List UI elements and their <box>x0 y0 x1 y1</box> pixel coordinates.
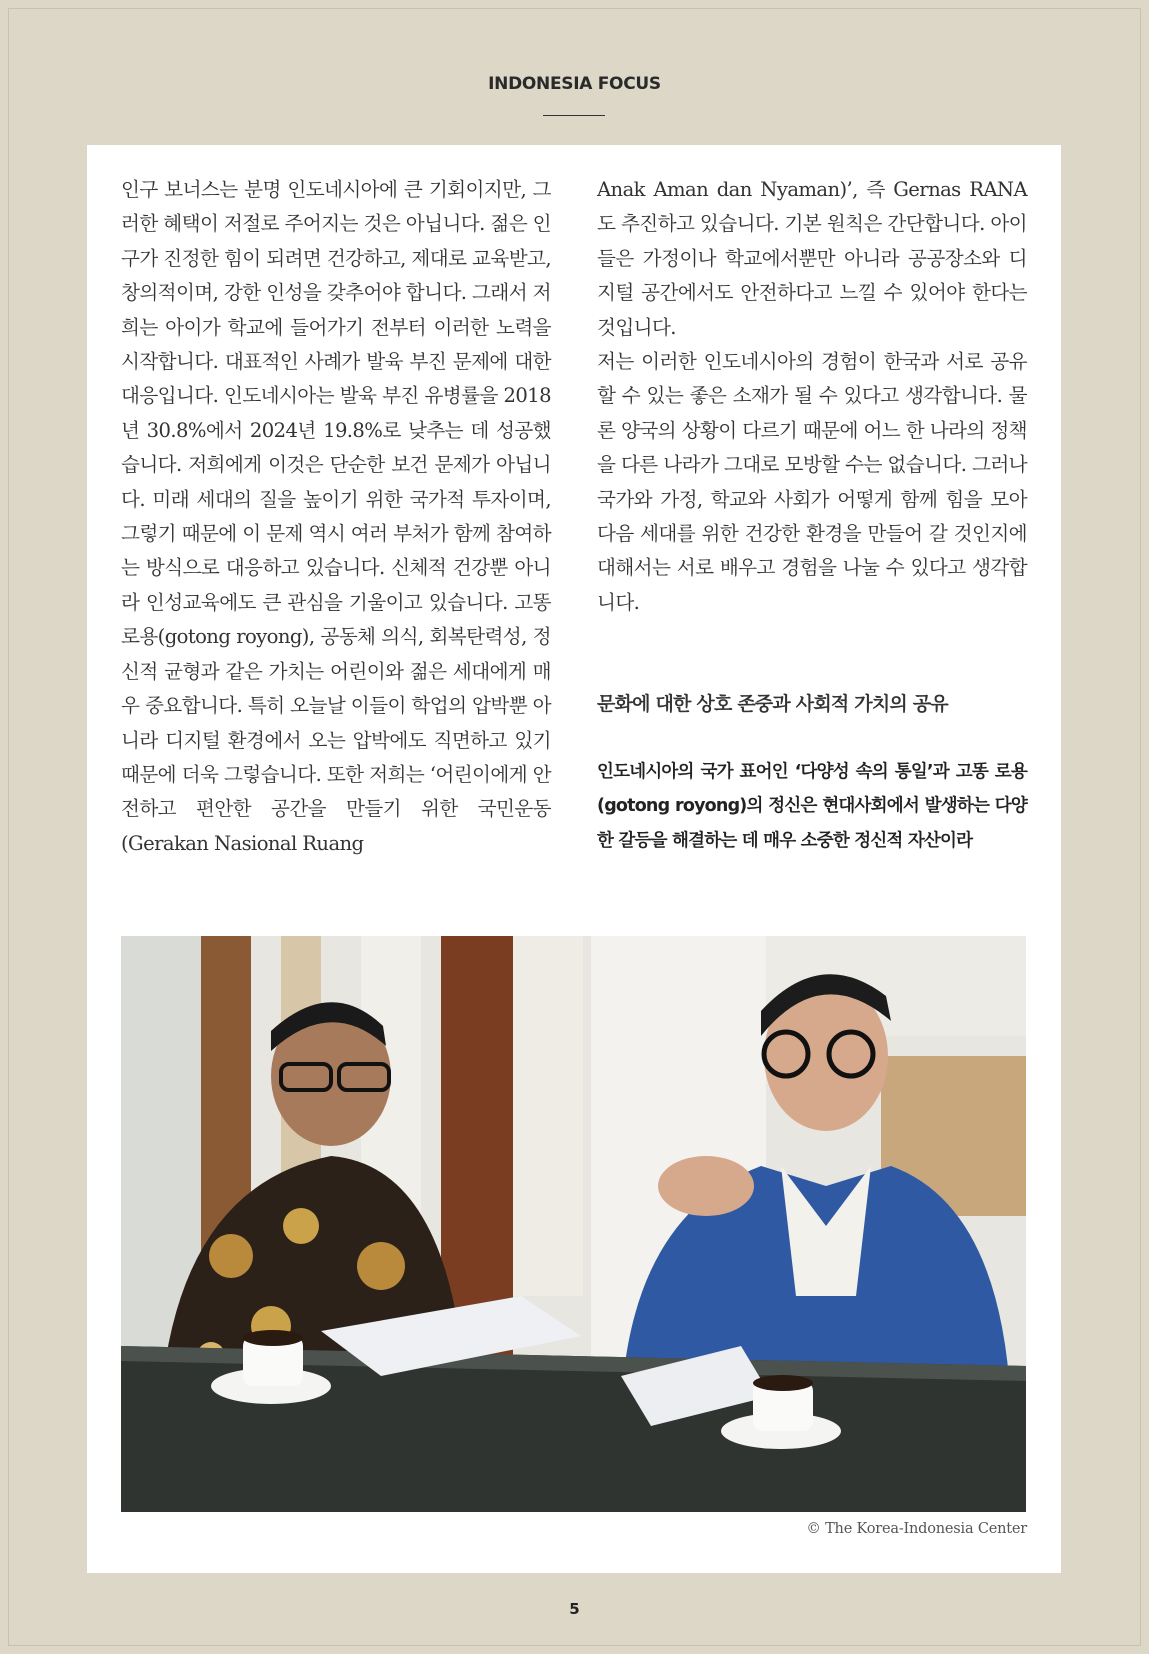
interview-photo-illustration <box>121 936 1026 1512</box>
masthead: INDONESIA FOCUS <box>488 74 661 94</box>
article-paragraph: Anak Aman dan Nyaman)’, 즉 Gernas RANA도 추진하고 있습니다. 기본 원칙은 간단합니다. 아이들은 가정이나 학교에서뿐만 아니라 공공장소와 디지털 공간에서도 안전하다고 느낄 수 있어야 한다는 것입니다. <box>597 178 1027 339</box>
page-number: 5 <box>569 1600 580 1618</box>
masthead-rule <box>543 115 605 116</box>
article-column-right <box>597 173 1027 858</box>
article-paragraph: 저는 이러한 인도네시아의 경험이 한국과 서로 공유할 수 있는 좋은 소재가 될 수 있다고 생각합니다. 물론 양국의 상황이 다르기 때문에 어느 한 나라의 정책을 다른 나라가 그대로 모방할 수는 없습니다. 그러나 국가와 가정, 학교와 사회가 어떻게 함께 힘을 모아 다음 세대를 위한 건강한 환경을 만들어 갈 것인지에 대해서는 서로 배우고 경험을 나눌 수 있다고 생각합니다. <box>597 350 1027 614</box>
article-column-left <box>121 173 551 861</box>
article-paragraph: 인구 보너스는 분명 인도네시아에 큰 기회이지만, 그러한 혜택이 저절로 주어지는 것은 아닙니다. 젊은 인구가 진정한 힘이 되려면 건강하고, 제대로 교육받고, 창의적이며, 강한 인성을 갖추어야 합니다. 그래서 저희는 아이가 학교에 들어가기 전부터 이러한 노력을 시작합니다. 대표적인 사례가 발육 부진 문제에 대한 대응입니다. 인도네시아는 발육 부진 유병률을 2018년 30.8%에서 2024년 19.8%로 낮추는 데 성공했습니다. 저희에게 이것은 단순한 보건 문제가 아닙니다. 미래 세대의 질을 높이기 위한 국가적 투자이며, 그렇기 때문에 이 문제 역시 여러 부처가 함께 참여하는 방식으로 대응하고 있습니다. 신체적 건강뿐 아니라 인성교육에도 큰 관심을 기울이고 있습니다. 고똥 로용(gotong royong), 공동체 의식, 회복탄력성, 정신적 균형과 같은 가치는 어린이와 젊은 세대에게 매우 중요합니다. 특히 오늘날 이들이 학업의 압박뿐 아니라 디지털 환경에서 오는 압박에도 직면하고 있기 때문에 더욱 그렇습니다. 또한 저희는 ‘어린이에게 안전하고 편안한 공간을 만들기 위한 국민운동(Gerakan Nasional Ruang <box>121 178 551 855</box>
lead-paragraph: 인도네시아의 국가 표어인 ‘다양성 속의 통일’과 고똥 로용(gotong royong)의 정신은 현대사회에서 발생하는 다양한 갈등을 해결하는 데 매우 소중한 정신적 자산이라 <box>597 761 1027 851</box>
interview-photo <box>121 936 1026 1512</box>
content-sheet <box>87 145 1061 1573</box>
photo-credit: © The Korea-Indonesia Center <box>806 1521 1027 1537</box>
section-subheading: 문화에 대한 상호 존중과 사회적 가치의 공유 <box>597 693 948 716</box>
